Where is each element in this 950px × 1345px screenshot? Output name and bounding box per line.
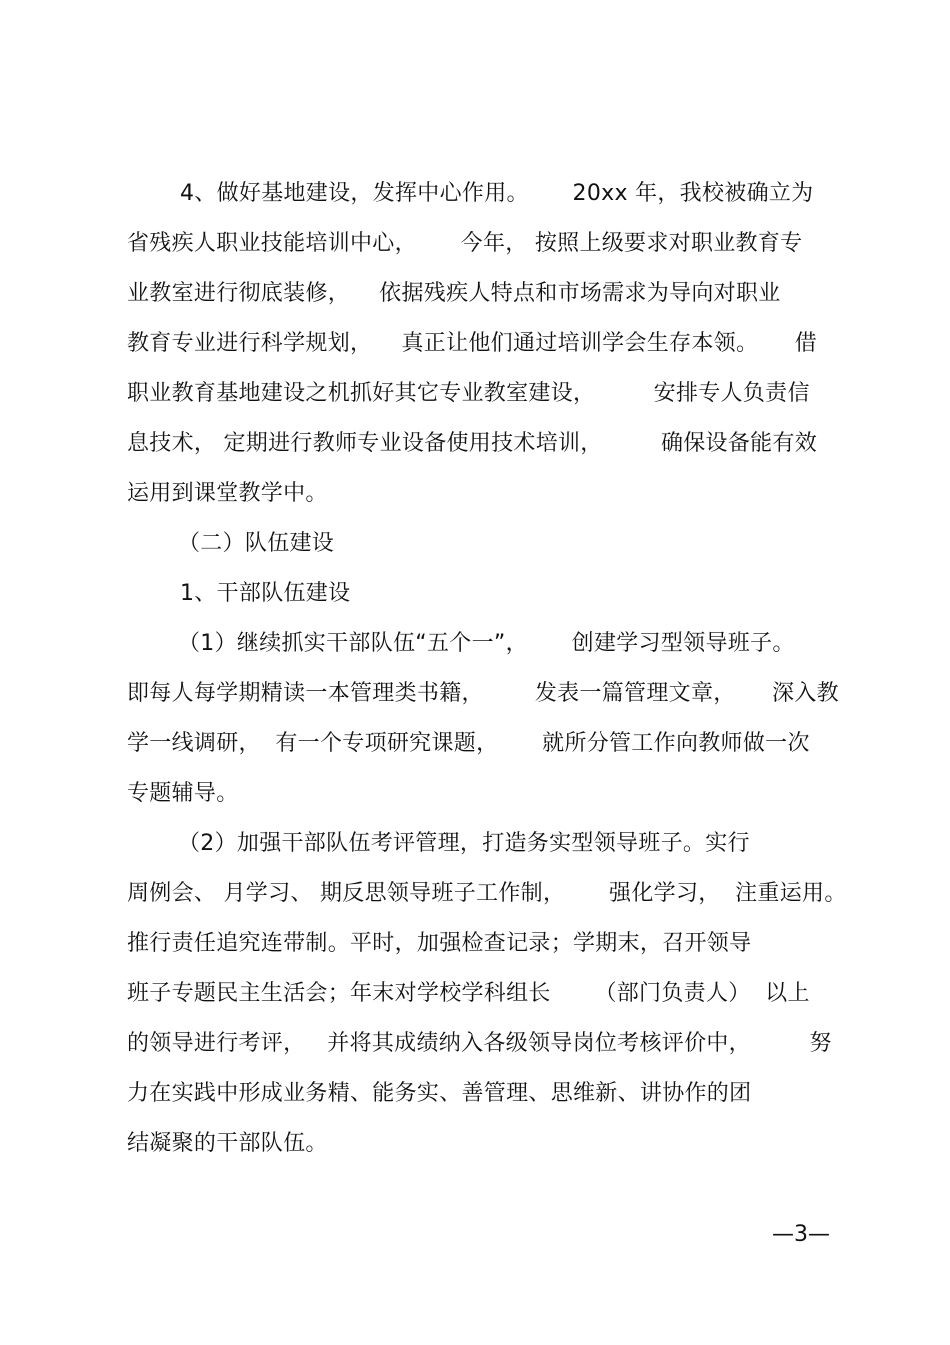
paragraph-line-1: 4、做好基地建设，发挥中心作用。 20xx 年，我校被确立为	[180, 181, 814, 206]
paragraph-line-13: 周例会、 月学习、 期反思领导班子工作制， 强化学习， 注重运用。	[127, 881, 847, 906]
page-number: —3—	[772, 1222, 830, 1247]
paragraph-line-16: 的领导进行考评， 并将其成绩纳入各级领导岗位考核评价中， 努	[127, 1031, 832, 1056]
paragraph-line-2: 省残疾人职业技能培训中心， 今年， 按照上级要求对职业教育专	[127, 231, 803, 256]
paragraph-line-7: 运用到课堂教学中。	[127, 481, 328, 506]
paragraph-line-8: （1）继续抓实干部队伍“五个一”， 创建学习型领导班子。	[178, 631, 795, 656]
paragraph-line-14: 推行责任追究连带制。平时，加强检查记录；学期末，召开领导	[127, 931, 752, 956]
paragraph-line-17: 力在实践中形成业务精、能务实、善管理、思维新、讲协作的团	[127, 1081, 752, 1106]
paragraph-line-3: 业教室进行彻底装修， 依据残疾人特点和市场需求为导向对职业	[127, 281, 781, 306]
paragraph-line-4: 教育专业进行科学规划， 真正让他们通过培训学会生存本领。 借	[127, 331, 818, 356]
subsection-heading-cadre-team: 1、干部队伍建设	[180, 581, 351, 606]
paragraph-line-12: （2）加强干部队伍考评管理，打造务实型领导班子。实行	[178, 831, 750, 856]
paragraph-line-10: 学一线调研， 有一个专项研究课题， 就所分管工作向教师做一次	[127, 731, 810, 756]
paragraph-line-15: 班子专题民主生活会；年末对学校学科组长 （部门负责人） 以上	[127, 981, 810, 1006]
paragraph-line-11: 专题辅导。	[127, 781, 239, 806]
paragraph-line-5: 职业教育基地建设之机抓好其它专业教室建设， 安排专人负责信	[127, 381, 810, 406]
paragraph-line-6: 息技术， 定期进行教师专业设备使用技术培训， 确保设备能有效	[127, 431, 818, 456]
paragraph-line-9: 即每人每学期精读一本管理类书籍， 发表一篇管理文章， 深入教	[127, 681, 839, 706]
paragraph-line-18: 结凝聚的干部队伍。	[127, 1131, 328, 1156]
section-heading-team-building: （二）队伍建设	[178, 531, 335, 556]
